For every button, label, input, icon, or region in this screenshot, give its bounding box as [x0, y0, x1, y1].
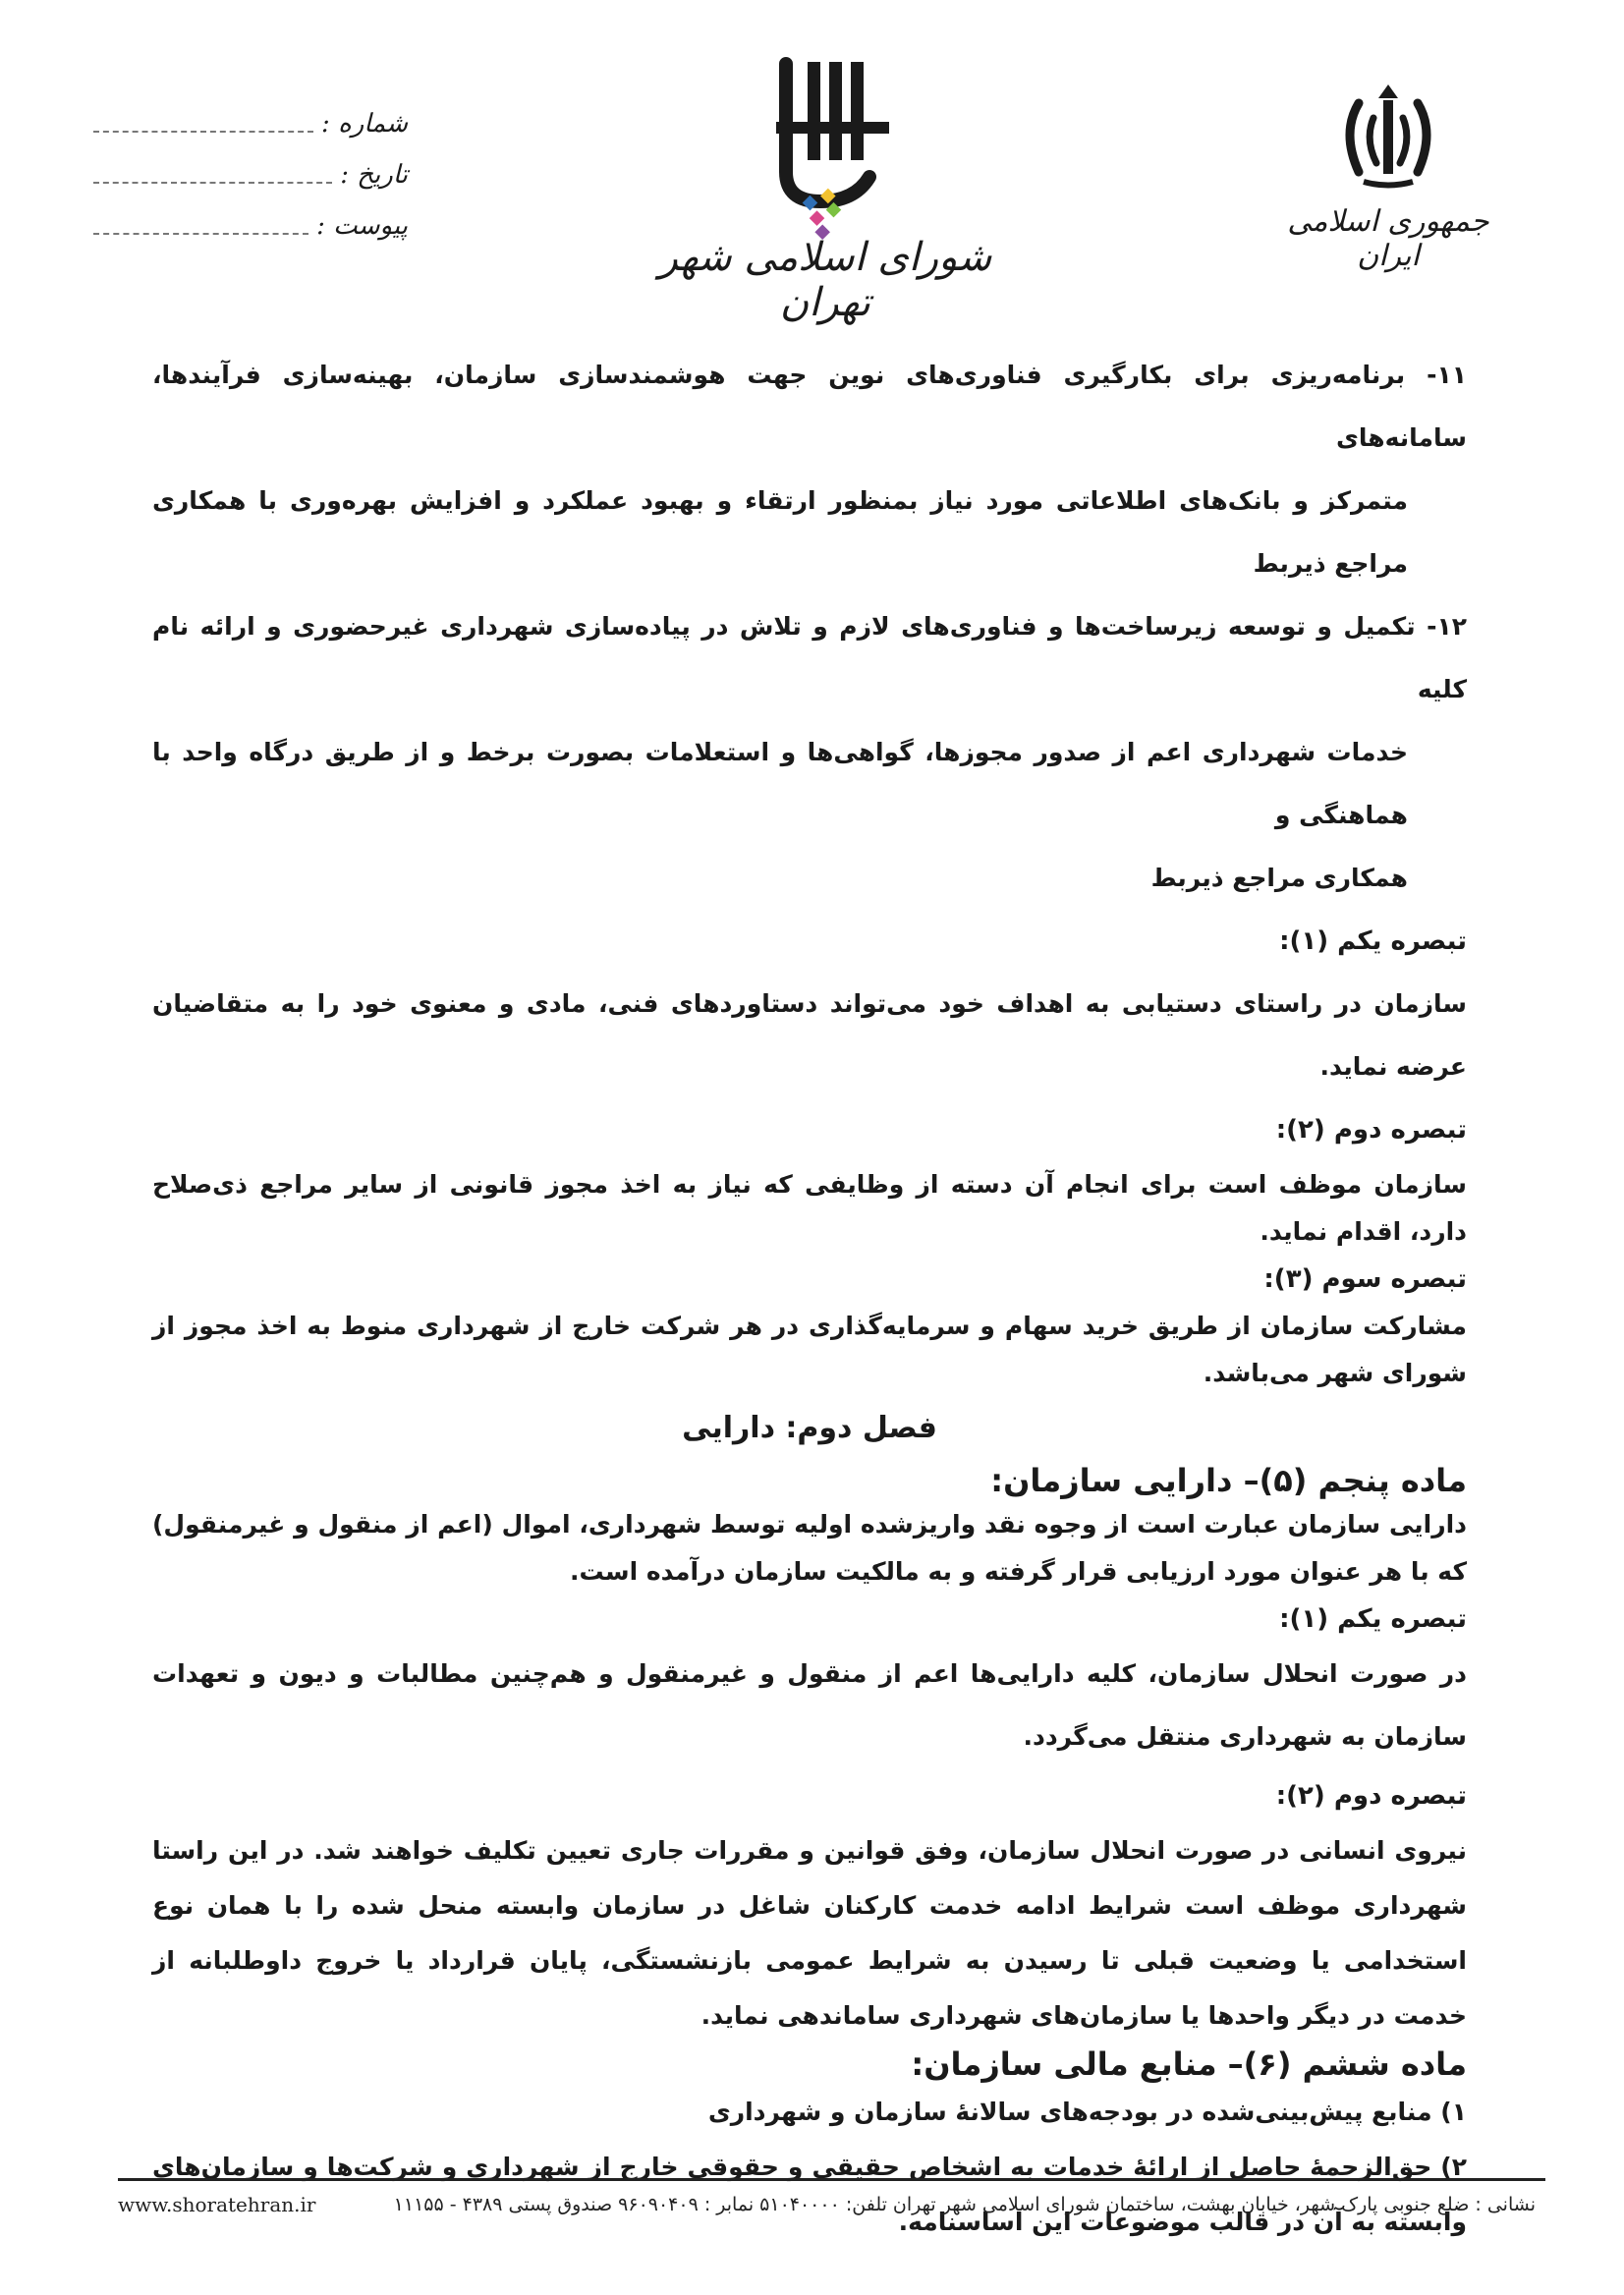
attachment-field	[93, 200, 408, 252]
article-6-title: ماده ششم (۶)– منابع مالی سازمان:	[911, 2045, 1467, 2083]
date-blank	[93, 182, 332, 184]
note-1-text: سازمان در راستای دستیابی به اهداف خود می‌تواند دستاوردهای فنی، مادی و معنوی خود را به متقاضیان عرضه نماید.	[152, 989, 1467, 1081]
date-label: تاریخ :	[340, 160, 408, 190]
footer	[118, 2193, 1536, 2216]
item-11-line-2: متمرکز و بانک‌های اطلاعاتی مورد نیاز بمنظور ارتقاء و بهبود عملکرد و افزایش بهره‌وری با همکاری مراجع ذیربط	[152, 486, 1408, 578]
letter-meta-fields	[93, 98, 408, 252]
footer-website[interactable]: www.shoratehran.ir	[118, 2193, 316, 2216]
chapter-2-title: فصل دوم: دارایی	[682, 1411, 937, 1445]
council-logo-icon	[727, 54, 924, 241]
footer-divider	[118, 2178, 1545, 2181]
attachment-label: پیوست :	[316, 211, 408, 241]
attachment-blank	[93, 233, 308, 235]
emblem-caption: جمهوری اسلامی ایران	[1287, 204, 1489, 273]
footer-address: نشانی : ضلع جنوبی پارک شهر، خیابان بهشت، ساختمان شورای اسلامی شهر تهران تلفن: ۵۱۰۴۰۰۰۰ نمابر : ۹۶۰۹۰۴۰۹ صندوق پستی ۴۳۸۹ - ۱۱۱۵۵	[393, 2194, 1536, 2215]
item-12-line-1: ۱۲- تکمیل و توسعه زیرساخت‌ها و فناوری‌های لازم و تلاش در پیاده‌سازی شهرداری غیرحضوری و ارائه نام کلیه	[152, 612, 1467, 703]
article-5-note-2-text: نیروی انسانی در صورت انحلال سازمان، وفق قوانین و مقررات جاری تعیین تکلیف خواهند شد. در این راستا شهرداری موظف است شرایط ادامه خدمت کارکنان شاغل در سازمان وابسته منحل شده را با همان نوع استخدامی یا وضعیت قبلی تا رسیدن به شرایط عمومی بازنشستگی، پایان قرارداد یا خروج داوطلبانه از خدمت در دیگر واحدها یا سازمان‌های شهرداری ساماندهی نماید.	[152, 1836, 1467, 2030]
council-logo	[619, 54, 1032, 325]
date-field	[93, 149, 408, 200]
note-3-text: مشارکت سازمان از طریق خرید سهام و سرمایه‌گذاری در هر شرکت خارج از شهرداری منوط به اخذ مجوز از شورای شهر می‌باشد.	[152, 1312, 1467, 1387]
council-name: شورای اسلامی شهر تهران	[658, 235, 992, 325]
article-5-note-1-title: تبصره یکم (۱):	[1279, 1604, 1467, 1634]
document-body	[152, 344, 1467, 2250]
number-label: شماره :	[321, 109, 408, 139]
iran-emblem	[1280, 79, 1496, 273]
article-6-item-1: ۱) منابع پیش‌بینی‌شده در بودجه‌های سالانهٔ سازمان و شهرداری	[707, 2098, 1467, 2126]
article-5-note-1-text: در صورت انحلال سازمان، کلیه دارایی‌ها اعم از منقول و غیرمنقول و هم‌چنین مطالبات و دیون و تعهدات سازمان به شهرداری منتقل می‌گردد.	[152, 1659, 1467, 1751]
note-2-title: تبصره دوم (۲):	[1275, 1115, 1467, 1145]
number-blank	[93, 131, 313, 133]
item-12-line-3: همکاری مراجع ذیربط	[1150, 864, 1408, 892]
number-field	[93, 98, 408, 149]
item-12-line-2: خدمات شهرداری اعم از صدور مجوزها، گواهی‌ها و استعلامات بصورت برخط و از طریق درگاه واحد با هماهنگی و	[152, 738, 1408, 829]
item-11-line-1: ۱۱- برنامه‌ریزی برای بکارگیری فناوری‌های نوین جهت هوشمندسازی سازمان، بهینه‌سازی فرآیندها، سامانه‌های	[152, 361, 1467, 452]
iran-emblem-icon	[1329, 79, 1447, 196]
note-1-title: تبصره یکم (۱):	[1279, 926, 1467, 956]
article-5-title: ماده پنجم (۵)– دارایی سازمان:	[990, 1462, 1467, 1499]
article-5-text: دارایی سازمان عبارت است از وجوه نقد واریزشده اولیه توسط شهرداری، اموال (اعم از منقول و غیرمنقول) که با هر عنوان مورد ارزیابی قرار گرفته و به مالکیت سازمان درآمده است.	[152, 1510, 1467, 1586]
note-3-title: تبصره سوم (۳):	[1263, 1264, 1467, 1294]
note-2-text: سازمان موظف است برای انجام آن دسته از وظایفی که نیاز به اخذ مجوز قانونی از سایر مراجع ذی‌صلاح دارد، اقدام نماید.	[152, 1170, 1467, 1246]
article-5-note-2-title: تبصره دوم (۲):	[1275, 1781, 1467, 1811]
article-6-item-2: ۲) حق‌الزحمهٔ حاصل از ارائهٔ خدمات به اشخاص حقیقی و حقوقی خارج از شهرداری و شرکت‌ها و سازمان‌های وابسته به آن در قالب موضوعات این اساسنامه.	[152, 2153, 1467, 2236]
